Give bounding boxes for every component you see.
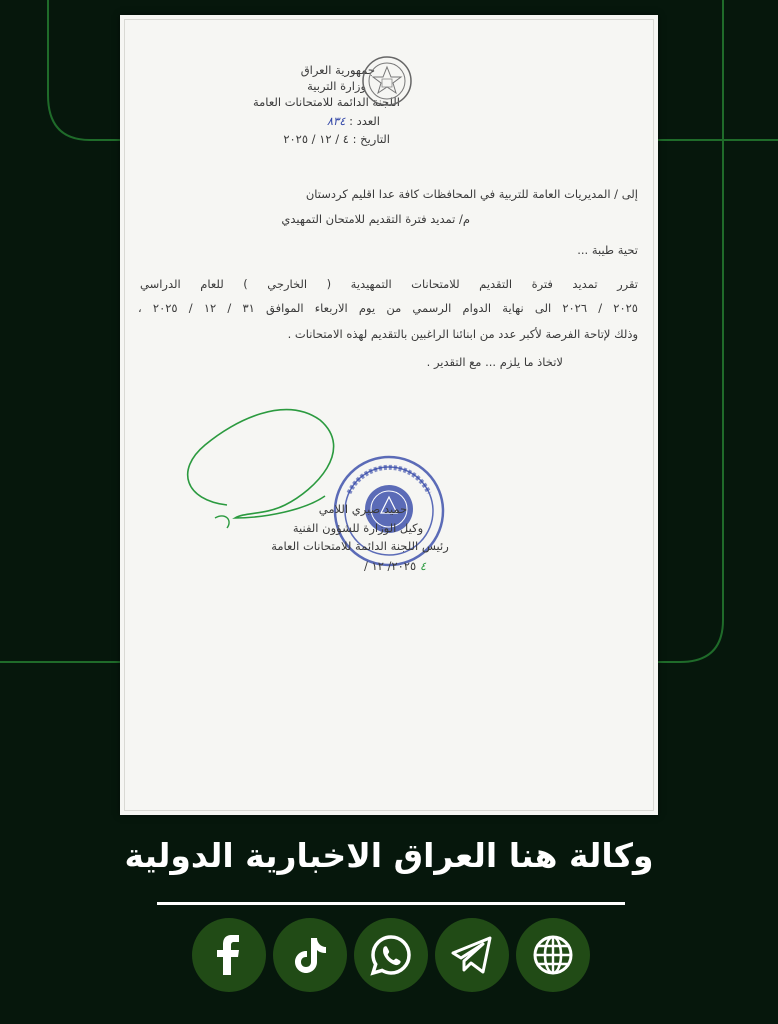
facebook-icon bbox=[214, 934, 244, 976]
signatory-name: حميد صبري اللامي bbox=[318, 502, 408, 516]
telegram-button[interactable] bbox=[435, 918, 509, 992]
signatory-title-1: وكيل الوزارة للشؤون الفنية bbox=[292, 521, 424, 535]
signature-date bbox=[364, 559, 426, 573]
social-links bbox=[0, 918, 778, 992]
handwritten-signature bbox=[165, 400, 335, 540]
paragraph-line-2: ٢٠٢٥ / ٢٠٢٦ الى نهاية الدوام الرسمي من يوم الاربعاء الموافق ٣١ / ١٢ / ٢٠٢٥ ، bbox=[138, 301, 638, 315]
greeting-line: تحية طيبة ... bbox=[577, 243, 638, 257]
telegram-icon bbox=[450, 935, 494, 975]
header-country: جمهورية العراق bbox=[300, 63, 375, 77]
tiktok-button[interactable] bbox=[273, 918, 347, 992]
footer-divider bbox=[157, 902, 625, 905]
closing-line: لاتخاذ ما يلزم ... مع التقدير . bbox=[426, 355, 563, 369]
header-committee: اللجنة الدائمة للامتحانات العامة bbox=[252, 95, 400, 109]
agency-name: وكالة هنا العراق الاخبارية الدولية bbox=[124, 836, 654, 875]
header-ministry: وزارة التربية bbox=[307, 79, 366, 93]
subject-line: م/ تمديد فترة التقديم للامتحان التمهيدي bbox=[281, 212, 470, 226]
header-date bbox=[283, 132, 390, 146]
paragraph-line-1: تقرر تمديد فترة التقديم للامتحانات التمهيدية ( الخارجي ) للعام الدراسي bbox=[140, 277, 638, 291]
number-value: ٨٣٤ bbox=[326, 114, 346, 128]
recipient-line: إلى / المديريات العامة للتربية في المحافظات كافة عدا اقليم كردستان bbox=[305, 187, 638, 201]
signatory-title-2: رئيس اللجنة الدائمة للامتحانات العامة bbox=[271, 539, 449, 553]
whatsapp-button[interactable] bbox=[354, 918, 428, 992]
date-value: ٤ / ١٢ / ٢٠٢٥ bbox=[283, 132, 349, 146]
facebook-button[interactable] bbox=[192, 918, 266, 992]
official-letter bbox=[120, 15, 658, 815]
globe-icon bbox=[532, 934, 574, 976]
signature-date-day: ٤ bbox=[419, 559, 426, 573]
website-button[interactable] bbox=[516, 918, 590, 992]
paragraph-line-3: وذلك لإتاحة الفرصة لأكبر عدد من ابنائنا الراغبين بالتقديم لهذه الامتحانات . bbox=[287, 327, 638, 341]
number-label: العدد : bbox=[349, 114, 380, 128]
tiktok-icon bbox=[293, 936, 327, 974]
date-label: التاريخ : bbox=[352, 132, 390, 146]
ministry-emblem-icon bbox=[361, 55, 413, 107]
header-number bbox=[327, 114, 380, 128]
whatsapp-icon bbox=[369, 933, 413, 977]
signature-date-rest: ٢٠٢٥/ ١٢ / bbox=[364, 559, 417, 573]
